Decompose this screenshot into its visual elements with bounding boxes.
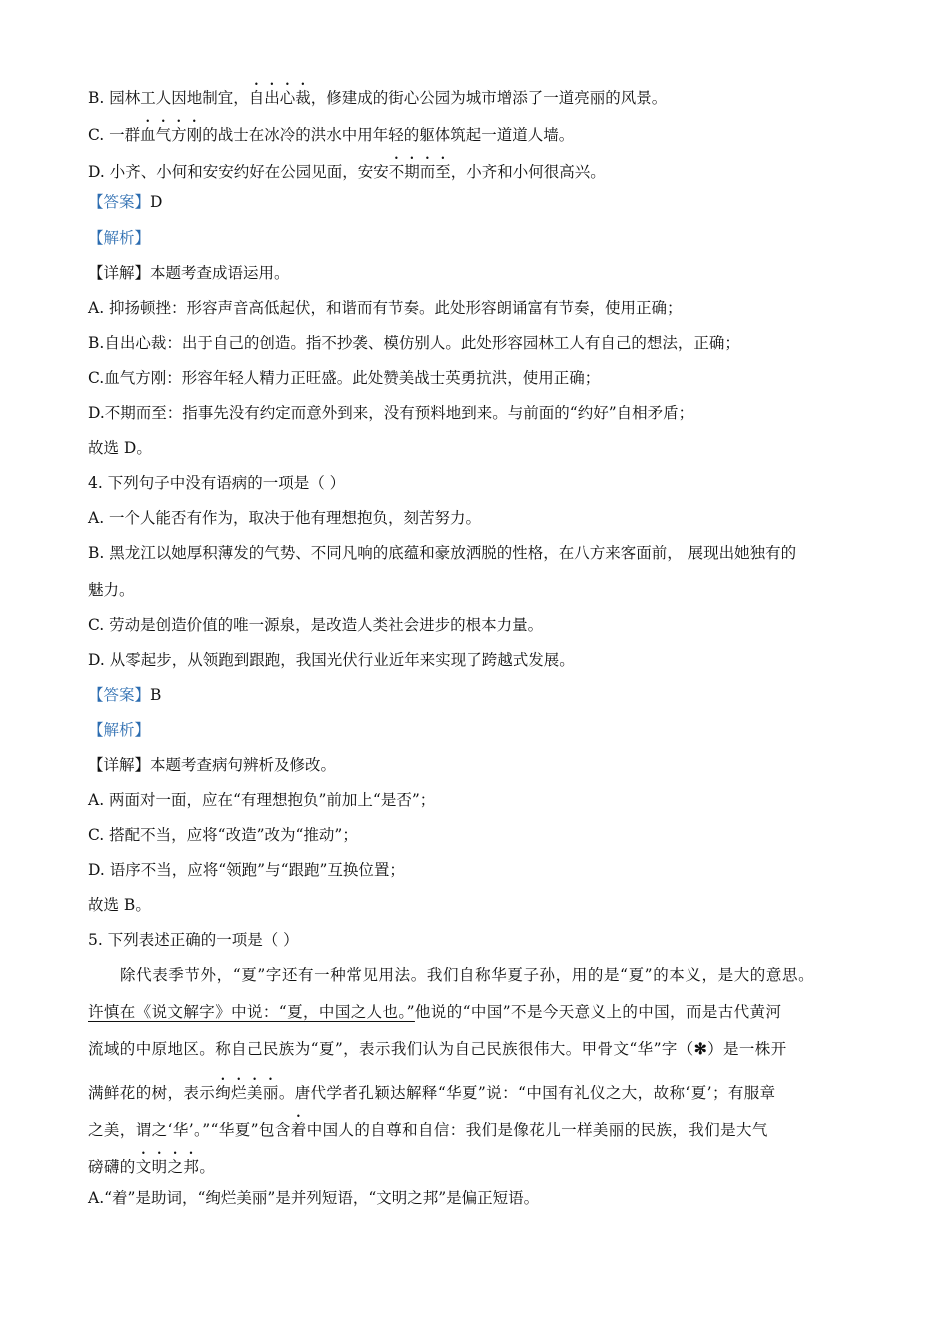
- q3-option-c: C. 一群血气方刚的战士在冰冷的洪水中用年轻的躯体筑起一道道人墙。: [88, 126, 575, 144]
- emphasized-phrase: 自出心裁: [248, 89, 311, 107]
- q3-explanation-line: B.自出心裁：出于自己的创造。指不抄袭、模仿别人。此处形容园林工人有自己的想法，正确；: [88, 334, 740, 352]
- q5-passage-line: 满鲜花的树，表示绚烂美丽。唐代学者孔颖达解释“华夏”说：“中国有礼仪之大，故称‘夏’；有服章: [88, 1084, 776, 1102]
- q3-option-b: B. 园林工人因地制宜，自出心裁，修建成的街心公园为城市增添了一道亮丽的风景。: [88, 89, 668, 107]
- q4-answer: 【答案】B: [88, 686, 162, 704]
- q3-explanation-line: A. 抑扬顿挫：形容声音高低起伏，和谐而有节奏。此处形容朗诵富有节奏，使用正确；: [88, 299, 683, 317]
- q5-option-a: A.“着”是助词，“绚烂美丽”是并列短语，“文明之邦”是偏正短语。: [88, 1189, 540, 1207]
- emphasized-phrase: 文明之邦: [135, 1158, 200, 1176]
- q4-option: C. 劳动是创造价值的唯一源泉，是改造人类社会进步的根本力量。: [88, 616, 544, 634]
- emphasized-phrase: 绚烂美丽: [215, 1084, 279, 1102]
- q3-analysis-heading: 【解析】: [88, 229, 151, 247]
- q4-explanation-line: A. 两面对一面，应在“有理想抱负”前加上“是否”；: [88, 791, 436, 809]
- answer-tag: 【答案】: [88, 193, 151, 211]
- q4-option-continued: 魅力。: [88, 581, 135, 599]
- q4-option: B. 黑龙江以她厚积薄发的气势、不同凡响的底蕴和豪放洒脱的性格，在八方来客面前， 展现出她独有的: [88, 544, 797, 562]
- oracle-bone-hua-icon: ✻: [693, 1039, 708, 1058]
- q3-detail: 【详解】本题考查成语运用。: [88, 264, 290, 282]
- q5-passage-line: 除代表季节外，“夏”字还有一种常见用法。我们自称华夏子孙，用的是“夏”的本义，是大的意思。: [120, 966, 815, 984]
- q4-explanation-line: D. 语序不当，应将“领跑”与“跟跑”互换位置；: [88, 861, 405, 879]
- q4-analysis-heading: 【解析】: [88, 721, 151, 739]
- emphasized-phrase: 着: [290, 1121, 307, 1139]
- emphasized-phrase: 不期而至: [388, 163, 451, 181]
- q5-passage-line: 磅礴的文明之邦。: [88, 1158, 216, 1176]
- q4-detail: 【详解】本题考查病句辨析及修改。: [88, 756, 337, 774]
- q5-passage-line: 流域的中原地区。称自己民族为“夏”，表示我们认为自己民族很伟大。甲骨文“华”字（✻）是一株开: [88, 1039, 787, 1058]
- q3-explanation-line: C.血气方刚：形容年轻人精力正旺盛。此处赞美战士英勇抗洪，使用正确；: [88, 369, 601, 387]
- q3-conclusion: 故选 D。: [88, 439, 152, 457]
- q3-answer: 【答案】D: [88, 193, 163, 211]
- underlined-quote: 许慎在《说文解字》中说：“夏，中国之人也。”: [88, 1003, 415, 1021]
- q3-option-d: D. 小齐、小何和安安约好在公园见面，安安不期而至，小齐和小何很高兴。: [88, 163, 606, 181]
- q5-stem: 5. 下列表述正确的一项是（ ）: [88, 931, 299, 949]
- q4-explanation-line: C. 搭配不当，应将“改造”改为“推动”；: [88, 826, 358, 844]
- q4-option: A. 一个人能否有作为，取决于他有理想抱负，刻苦努力。: [88, 509, 482, 527]
- q4-option: D. 从零起步，从领跑到跟跑，我国光伏行业近年来实现了跨越式发展。: [88, 651, 575, 669]
- q4-stem: 4. 下列句子中没有语病的一项是（ ）: [88, 474, 346, 492]
- answer-tag: 【答案】: [88, 686, 151, 704]
- q5-passage-line: 许慎在《说文解字》中说：“夏，中国之人也。”他说的“中国”不是今天意义上的中国，而是古代黄河: [88, 1003, 782, 1021]
- q3-explanation-line: D.不期而至：指事先没有约定而意外到来，没有预料地到来。与前面的“约好”自相矛盾；: [88, 404, 695, 422]
- q5-passage-line: 之美，谓之‘华’。”“华夏”包含着中国人的自尊和自信：我们是像花儿一样美丽的民族，我们是大气: [88, 1121, 768, 1139]
- emphasized-phrase: 血气方刚: [140, 126, 203, 144]
- q4-conclusion: 故选 B。: [88, 896, 151, 914]
